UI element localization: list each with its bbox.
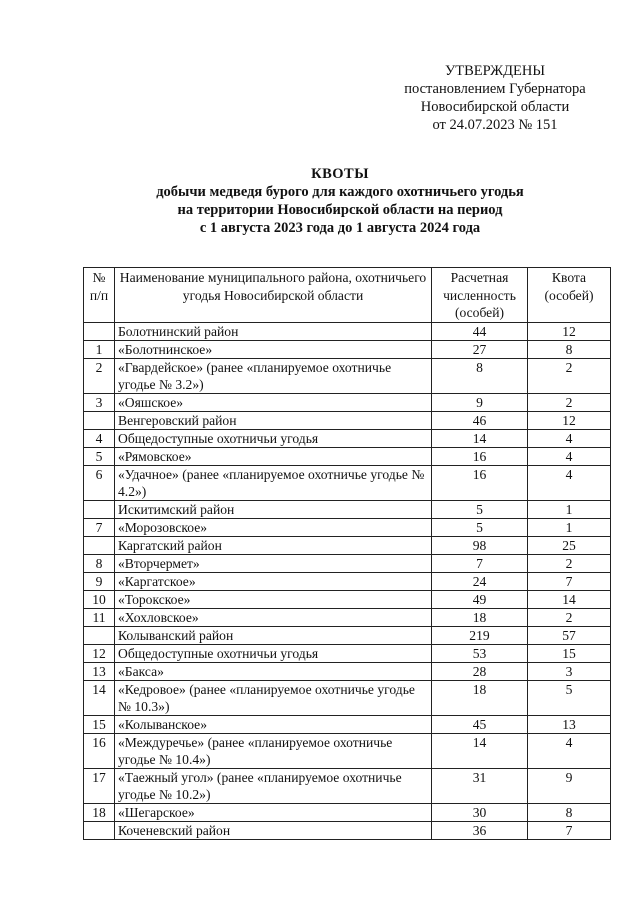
approval-region: Новосибирской области — [420, 99, 570, 115]
row-name: «Бакса» — [115, 662, 432, 680]
row-number: 11 — [84, 608, 115, 626]
row-population: 14 — [432, 429, 528, 447]
row-number: 18 — [84, 803, 115, 821]
row-population: 53 — [432, 644, 528, 662]
row-population: 27 — [432, 340, 528, 358]
row-quota: 7 — [528, 821, 611, 839]
row-number: 5 — [84, 447, 115, 465]
table-row — [84, 644, 611, 662]
district-row — [84, 411, 611, 429]
district-row — [84, 626, 611, 644]
row-quota: 1 — [528, 518, 611, 536]
table-row — [84, 429, 611, 447]
row-population: 31 — [432, 768, 528, 803]
row-quota: 2 — [528, 554, 611, 572]
header-name: Наименование муниципального района, охотничьего угодья Новосибирской области — [115, 268, 432, 323]
row-name: «Удачное» (ранее «планируемое охотничье угодье № 4.2») — [115, 465, 432, 500]
district-row — [84, 536, 611, 554]
row-population: 18 — [432, 680, 528, 715]
row-number: 12 — [84, 644, 115, 662]
district-row — [84, 821, 611, 839]
row-population: 5 — [432, 518, 528, 536]
row-population: 36 — [432, 821, 528, 839]
row-population: 30 — [432, 803, 528, 821]
row-quota: 4 — [528, 465, 611, 500]
row-number — [84, 322, 115, 340]
row-number — [84, 500, 115, 518]
row-name: «Вторчермет» — [115, 554, 432, 572]
header-number: № п/п — [84, 268, 115, 323]
table-row — [84, 680, 611, 715]
header-population: Расчетная численность (особей) — [432, 268, 528, 323]
row-quota: 4 — [528, 429, 611, 447]
row-name: Коченевский район — [115, 821, 432, 839]
row-name: «Шегарское» — [115, 803, 432, 821]
row-number: 8 — [84, 554, 115, 572]
row-number: 4 — [84, 429, 115, 447]
row-number — [84, 411, 115, 429]
row-population: 28 — [432, 662, 528, 680]
quota-table — [83, 267, 611, 840]
row-name: «Морозовское» — [115, 518, 432, 536]
row-quota: 2 — [528, 393, 611, 411]
row-name: «Каргатское» — [115, 572, 432, 590]
row-name: «Кедровое» (ранее «планируемое охотничье угодье № 10.3») — [115, 680, 432, 715]
row-number: 17 — [84, 768, 115, 803]
district-row — [84, 322, 611, 340]
row-quota: 4 — [528, 733, 611, 768]
row-name: «Болотнинское» — [115, 340, 432, 358]
table-row — [84, 803, 611, 821]
approval-resolution: постановлением Губернатора — [404, 81, 586, 97]
table-row — [84, 608, 611, 626]
row-number: 1 — [84, 340, 115, 358]
row-name: «Ояшское» — [115, 393, 432, 411]
table-row — [84, 358, 611, 393]
title-territory: на территории Новосибирской области на период — [177, 202, 503, 218]
table-row — [84, 590, 611, 608]
row-number: 14 — [84, 680, 115, 715]
row-number: 6 — [84, 465, 115, 500]
row-name: Венгеровский район — [115, 411, 432, 429]
row-population: 14 — [432, 733, 528, 768]
title-period: с 1 августа 2023 года до 1 августа 2024 года — [199, 220, 481, 236]
row-population: 45 — [432, 715, 528, 733]
row-name: «Колыванское» — [115, 715, 432, 733]
row-quota: 13 — [528, 715, 611, 733]
row-population: 7 — [432, 554, 528, 572]
row-quota: 2 — [528, 358, 611, 393]
row-number — [84, 536, 115, 554]
row-name: «Хохловское» — [115, 608, 432, 626]
row-population: 98 — [432, 536, 528, 554]
row-number: 13 — [84, 662, 115, 680]
row-population: 24 — [432, 572, 528, 590]
table-row — [84, 340, 611, 358]
row-population: 18 — [432, 608, 528, 626]
row-number: 2 — [84, 358, 115, 393]
table-row — [84, 465, 611, 500]
approval-stamp — [390, 62, 600, 134]
title-subject: добычи медведя бурого для каждого охотничьего угодья — [156, 184, 524, 200]
table-row — [84, 518, 611, 536]
row-number: 10 — [84, 590, 115, 608]
row-quota: 25 — [528, 536, 611, 554]
row-population: 8 — [432, 358, 528, 393]
row-name: Колыванский район — [115, 626, 432, 644]
row-number: 15 — [84, 715, 115, 733]
table-row — [84, 572, 611, 590]
district-row — [84, 500, 611, 518]
table-header-row — [84, 268, 611, 323]
table-row — [84, 733, 611, 768]
row-number: 16 — [84, 733, 115, 768]
approval-date-number: от 24.07.2023 № 151 — [432, 117, 558, 133]
table-row — [84, 715, 611, 733]
row-name: «Гвардейское» (ранее «планируемое охотничье угодье № 3.2») — [115, 358, 432, 393]
row-quota: 15 — [528, 644, 611, 662]
row-number: 7 — [84, 518, 115, 536]
row-number: 3 — [84, 393, 115, 411]
row-quota: 14 — [528, 590, 611, 608]
row-quota: 12 — [528, 411, 611, 429]
table-row — [84, 447, 611, 465]
row-population: 5 — [432, 500, 528, 518]
row-quota: 8 — [528, 340, 611, 358]
row-name: «Рямовское» — [115, 447, 432, 465]
row-quota: 7 — [528, 572, 611, 590]
header-quota: Квота (особей) — [528, 268, 611, 323]
table-row — [84, 393, 611, 411]
row-name: «Торокское» — [115, 590, 432, 608]
row-population: 9 — [432, 393, 528, 411]
row-number: 9 — [84, 572, 115, 590]
row-population: 46 — [432, 411, 528, 429]
row-population: 49 — [432, 590, 528, 608]
row-quota: 8 — [528, 803, 611, 821]
table-body — [84, 322, 611, 839]
row-quota: 3 — [528, 662, 611, 680]
table-row — [84, 768, 611, 803]
row-population: 44 — [432, 322, 528, 340]
row-name: Болотнинский район — [115, 322, 432, 340]
row-quota: 5 — [528, 680, 611, 715]
row-population: 16 — [432, 447, 528, 465]
row-name: «Междуречье» (ранее «планируемое охотничье угодье № 10.4») — [115, 733, 432, 768]
row-name: Общедоступные охотничьи угодья — [115, 429, 432, 447]
document-title — [60, 165, 620, 237]
table-row — [84, 662, 611, 680]
row-quota: 57 — [528, 626, 611, 644]
title-main: КВОТЫ — [311, 166, 369, 182]
row-quota: 9 — [528, 768, 611, 803]
row-quota: 1 — [528, 500, 611, 518]
row-population: 16 — [432, 465, 528, 500]
row-number — [84, 821, 115, 839]
row-quota: 12 — [528, 322, 611, 340]
row-name: Искитимский район — [115, 500, 432, 518]
row-quota: 2 — [528, 608, 611, 626]
row-name: Каргатский район — [115, 536, 432, 554]
row-number — [84, 626, 115, 644]
approval-heading: УТВЕРЖДЕНЫ — [444, 63, 546, 79]
row-population: 219 — [432, 626, 528, 644]
row-quota: 4 — [528, 447, 611, 465]
table-row — [84, 554, 611, 572]
row-name: «Таежный угол» (ранее «планируемое охотничье угодье № 10.2») — [115, 768, 432, 803]
row-name: Общедоступные охотничьи угодья — [115, 644, 432, 662]
